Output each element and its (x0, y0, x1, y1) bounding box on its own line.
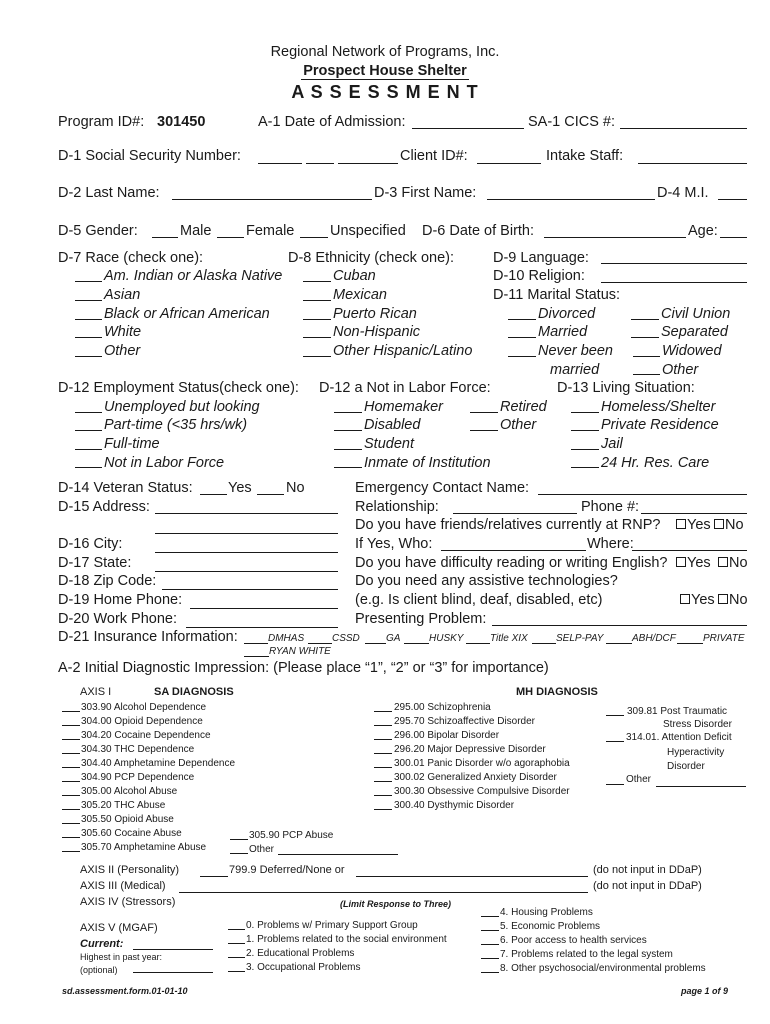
insurance-option: CSSD (332, 633, 360, 644)
sa-other-field[interactable] (278, 854, 398, 855)
axis-5-label: AXIS V (MGAF) (80, 922, 158, 934)
friends-no: No (725, 517, 744, 533)
living-option: Homeless/Shelter (601, 399, 716, 415)
labor-inmate-blank[interactable] (334, 467, 362, 468)
insurance-option: PRIVATE (703, 633, 745, 644)
race-option: Asian (104, 287, 141, 303)
sa-item: 303.90 Alcohol Dependence (81, 702, 207, 713)
race-blank-0[interactable] (75, 281, 102, 282)
where-field[interactable] (632, 550, 747, 551)
ethnicity-blank-0[interactable] (303, 281, 331, 282)
sa-diagnosis-heading: SA DIAGNOSIS (154, 686, 234, 698)
stressor-blank[interactable] (228, 957, 245, 958)
mh-blank[interactable] (374, 767, 392, 768)
stressor-item: 4. Housing Problems (500, 907, 593, 918)
assistive-question: Do you need any assistive technologies? (355, 573, 618, 589)
insurance-label: D-21 Insurance Information: (58, 629, 238, 645)
veteran-yes-blank[interactable] (200, 494, 227, 495)
stressor-blank[interactable] (228, 943, 245, 944)
client-id-field[interactable] (477, 163, 541, 164)
insurance-blank-abhdcf[interactable] (606, 643, 632, 644)
sa-item: 304.40 Amphetamine Dependence (81, 758, 236, 769)
sa-extra-blank[interactable] (230, 839, 248, 840)
mh-right-item: Hyperactivity (667, 747, 725, 758)
marital-divorced-blank[interactable] (508, 319, 536, 320)
employment-blank-1[interactable] (75, 430, 102, 431)
insurance-option: Title XIX (490, 633, 528, 644)
insurance-blank-private[interactable] (677, 643, 703, 644)
first-name-field[interactable] (487, 199, 655, 200)
intake-staff-field[interactable] (638, 163, 747, 164)
emergency-contact-label: Emergency Contact Name: (355, 480, 530, 496)
gender-male-blank[interactable] (152, 237, 178, 238)
page-title: A S S E S S M E N T (291, 82, 479, 102)
friends-question: Do you have friends/relatives currently at RNP? (355, 517, 661, 533)
insurance-blank-husky[interactable] (404, 643, 429, 644)
axis-2-ddap-note: (do not input in DDaP) (593, 864, 702, 876)
race-blank-4[interactable] (75, 356, 102, 357)
axis-4-label: AXIS IV (Stressors) (80, 896, 176, 908)
sa-blank[interactable] (62, 851, 80, 852)
gender-male: Male (180, 223, 212, 239)
marital-label: D-11 Marital Status: (493, 287, 621, 303)
sa-blank[interactable] (62, 795, 80, 796)
insurance-blank-ryanwhite[interactable] (244, 656, 269, 657)
mh-right-item: 314.01. Attention Deficit (626, 732, 732, 743)
marital-civil-blank[interactable] (631, 319, 659, 320)
marital-civil-union: Civil Union (661, 306, 731, 322)
admission-date-field[interactable] (412, 128, 524, 129)
where-label: Where: (587, 536, 634, 552)
axis-3-label: AXIS III (Medical) (80, 880, 166, 892)
sa-extra-item: 305.90 PCP Abuse (249, 830, 334, 841)
mh-adhd-blank[interactable] (606, 741, 624, 742)
labor-disabled-blank[interactable] (334, 430, 362, 431)
sa-blank[interactable] (62, 753, 80, 754)
highest-gaf-field[interactable] (133, 972, 213, 973)
ethnicity-option: Puerto Rican (333, 306, 417, 322)
veteran-no: No (286, 480, 305, 496)
sa-item: 305.70 Amphetamine Abuse (81, 842, 207, 853)
current-gaf-field[interactable] (133, 949, 213, 950)
race-blank-1[interactable] (75, 300, 102, 301)
insurance-option: SELP-PAY (556, 633, 604, 644)
gender-label: D-5 Gender: (58, 223, 138, 239)
address-field-1[interactable] (155, 513, 338, 514)
ethnicity-blank-2[interactable] (303, 319, 331, 320)
mh-blank[interactable] (374, 781, 392, 782)
mh-right-item: 309.81 Post Traumatic (627, 706, 728, 717)
insurance-option: ABH/DCF (632, 633, 676, 644)
ethnicity-option: Other Hispanic/Latino (333, 343, 473, 359)
state-field[interactable] (155, 571, 338, 572)
relationship-field[interactable] (453, 513, 577, 514)
labor-retired: Retired (500, 399, 547, 415)
employment-blank-3[interactable] (75, 467, 102, 468)
mh-other-blank[interactable] (606, 784, 624, 785)
stressor-item: 0. Problems w/ Primary Support Group (246, 920, 418, 931)
current-label: Current: (80, 938, 124, 950)
insurance-option: DMHAS (268, 633, 305, 644)
stressor-item: 7. Problems related to the legal system (500, 949, 673, 960)
sa-blank[interactable] (62, 725, 80, 726)
sa-blank[interactable] (62, 809, 80, 810)
mh-blank[interactable] (374, 739, 392, 740)
emergency-contact-field[interactable] (538, 494, 747, 495)
if-yes-who-field[interactable] (441, 550, 586, 551)
axis-2-label: AXIS II (Personality) (80, 864, 180, 876)
marital-married: Married (538, 324, 588, 340)
living-option: Jail (601, 436, 623, 452)
axis-1-label: AXIS I (80, 686, 112, 698)
mh-item: 295.00 Schizophrenia (394, 702, 491, 713)
insurance-option: HUSKY (429, 633, 464, 644)
org-name: Regional Network of Programs, Inc. (270, 44, 500, 60)
religion-field[interactable] (601, 282, 747, 283)
gender-unspecified: Unspecified (330, 223, 406, 239)
city-field[interactable] (155, 552, 338, 553)
labor-heading: D-12 a Not in Labor Force: (319, 380, 491, 396)
living-blank-2[interactable] (571, 449, 599, 450)
veteran-yes: Yes (228, 480, 252, 496)
page-number: page 1 of 9 (681, 986, 729, 996)
stressor-blank[interactable] (481, 958, 499, 959)
ethnicity-heading: D-8 Ethnicity (check one): (288, 250, 455, 266)
axis-3-field[interactable] (179, 892, 588, 893)
sa-item: 304.00 Opioid Dependence (81, 716, 203, 727)
assistive-yes: Yes (691, 592, 715, 608)
shelter-name-text: Prospect House Shelter (303, 63, 467, 79)
mh-blank[interactable] (374, 795, 392, 796)
presenting-problem-label: Presenting Problem: (355, 611, 487, 627)
gender-female-blank[interactable] (217, 237, 244, 238)
stressor-item: 3. Occupational Problems (246, 962, 361, 973)
gender-female: Female (246, 223, 295, 239)
assistive-no: No (729, 592, 748, 608)
labor-other: Other (500, 417, 537, 433)
employment-heading: D-12 Employment Status(check one): (58, 380, 299, 396)
reading-no: No (729, 555, 748, 571)
sa-blank[interactable] (62, 823, 80, 824)
race-option: Other (104, 343, 141, 359)
ethnicity-blank-1[interactable] (303, 300, 331, 301)
stressor-item: 1. Problems related to the social environment (246, 934, 447, 945)
living-blank-3[interactable] (571, 467, 599, 468)
admission-date-label: A-1 Date of Admission: (258, 114, 406, 130)
mh-blank[interactable] (374, 711, 392, 712)
address-field-2[interactable] (155, 533, 338, 534)
mh-blank[interactable] (374, 725, 392, 726)
employment-option: Not in Labor Force (104, 455, 225, 471)
reading-yes: Yes (687, 555, 711, 571)
sa-item: 304.20 Cocaine Dependence (81, 730, 211, 741)
veteran-no-blank[interactable] (257, 494, 284, 495)
highest-label: Highest in past year: (80, 952, 163, 962)
living-heading: D-13 Living Situation: (557, 380, 695, 396)
ethnicity-option: Mexican (333, 287, 387, 303)
mh-blank[interactable] (374, 809, 392, 810)
language-label: D-9 Language: (493, 250, 589, 266)
zip-label: D-18 Zip Code: (58, 573, 157, 589)
insurance-blank-ga[interactable] (365, 643, 386, 644)
relationship-label: Relationship: (355, 499, 439, 515)
mh-other-field[interactable] (656, 786, 746, 787)
veteran-label: D-14 Veteran Status: (58, 480, 193, 496)
race-option: Am. Indian or Alaska Native (104, 268, 283, 284)
assistive-yes-checkbox[interactable] (680, 594, 690, 604)
stressor-blank[interactable] (228, 929, 245, 930)
if-yes-who-label: If Yes, Who: (355, 536, 433, 552)
home-phone-label: D-19 Home Phone: (58, 592, 183, 608)
mh-item: 300.30 Obsessive Compulsive Disorder (394, 786, 570, 797)
ethnicity-blank-3[interactable] (303, 337, 331, 338)
ethnicity-option: Non-Hispanic (333, 324, 421, 340)
friends-yes: Yes (687, 517, 711, 533)
living-option: Private Residence (601, 417, 719, 433)
cics-label: SA-1 CICS #: (528, 114, 616, 130)
labor-student-blank[interactable] (334, 449, 362, 450)
ethnicity-option: Cuban (333, 268, 376, 284)
labor-retired-blank[interactable] (470, 412, 498, 413)
employment-blank-0[interactable] (75, 412, 102, 413)
client-id-label: Client ID#: (400, 148, 468, 164)
living-option: 24 Hr. Res. Care (601, 455, 710, 471)
reading-yes-checkbox[interactable] (676, 557, 686, 567)
stressor-blank[interactable] (481, 944, 499, 945)
presenting-problem-field[interactable] (492, 625, 747, 626)
marital-married-blank[interactable] (508, 337, 536, 338)
mh-right-item: Disorder (667, 761, 705, 772)
sa-extra-blank[interactable] (230, 853, 248, 854)
ethnicity-blank-4[interactable] (303, 356, 331, 357)
city-label: D-16 City: (58, 536, 123, 552)
insurance-option: GA (386, 633, 401, 644)
gender-unspecified-blank[interactable] (300, 237, 328, 238)
axis-2-blank[interactable] (200, 876, 228, 877)
sa-blank[interactable] (62, 739, 80, 740)
sa-item: 304.30 THC Dependence (81, 744, 195, 755)
sa-item: 304.90 PCP Dependence (81, 772, 195, 783)
form-number: sd.assessment.form.01-01-10 (62, 986, 188, 996)
assistive-example: (e.g. Is client blind, deaf, disabled, etc) (355, 592, 603, 608)
mh-diagnosis-heading: MH DIAGNOSIS (516, 686, 598, 698)
sa-blank[interactable] (62, 837, 80, 838)
mh-right-item: Stress Disorder (663, 719, 732, 730)
home-phone-field[interactable] (190, 608, 338, 609)
ssn-field-3[interactable] (338, 163, 398, 164)
labor-homemaker-blank[interactable] (334, 412, 362, 413)
work-phone-label: D-20 Work Phone: (58, 611, 178, 627)
ssn-label: D-1 Social Security Number: (58, 148, 241, 164)
sa-item: 305.20 THC Abuse (81, 800, 166, 811)
marital-other-blank[interactable] (633, 374, 660, 375)
labor-student: Student (364, 436, 414, 452)
mi-field[interactable] (718, 199, 747, 200)
insurance-option: RYAN WHITE (269, 646, 331, 657)
stressor-item: 5. Economic Problems (500, 921, 601, 932)
mh-blank[interactable] (374, 753, 392, 754)
phone-field[interactable] (641, 513, 747, 514)
mi-label: D-4 M.I. (657, 185, 709, 201)
first-name-label: D-3 First Name: (374, 185, 477, 201)
optional-label: (optional) (80, 965, 118, 975)
sa-extra-item: Other (249, 844, 275, 855)
ssn-field-2[interactable] (306, 163, 334, 164)
race-heading: D-7 Race (check one): (58, 250, 204, 266)
marital-separated: Separated (661, 324, 728, 340)
stressor-item: 2. Educational Problems (246, 948, 355, 959)
marital-widowed: Widowed (662, 343, 722, 359)
address-label: D-15 Address: (58, 499, 150, 515)
last-name-field[interactable] (172, 199, 372, 200)
stressor-blank[interactable] (481, 930, 499, 931)
marital-never-married: married (550, 362, 600, 378)
mh-right-item: Other (626, 774, 652, 785)
living-blank-0[interactable] (571, 412, 599, 413)
insurance-blank-cssd[interactable] (308, 643, 332, 644)
dob-label: D-6 Date of Birth: (422, 223, 535, 239)
marital-separated-blank[interactable] (631, 337, 659, 338)
marital-never-been: Never been (538, 343, 613, 359)
assistive-no-checkbox[interactable] (718, 594, 728, 604)
language-field[interactable] (601, 263, 747, 264)
mh-item: 300.02 Generalized Anxiety Disorder (394, 772, 557, 783)
marital-widowed-blank[interactable] (633, 356, 660, 357)
friends-no-checkbox[interactable] (714, 519, 724, 529)
shelter-name (0, 64, 770, 79)
last-name-label: D-2 Last Name: (58, 185, 160, 201)
state-label: D-17 State: (58, 555, 132, 571)
age-field[interactable] (720, 237, 747, 238)
mh-item: 295.70 Schizoaffective Disorder (394, 716, 536, 727)
ssn-field-1[interactable] (258, 163, 302, 164)
phone-label: Phone #: (581, 499, 640, 515)
race-option: White (104, 324, 142, 340)
mh-item: 296.00 Bipolar Disorder (394, 730, 500, 741)
dob-field[interactable] (544, 237, 686, 238)
axis-4-limit-note: (Limit Response to Three) (340, 899, 452, 909)
zip-field[interactable] (162, 589, 338, 590)
stressor-item: 8. Other psychosocial/environmental problems (500, 963, 706, 974)
friends-yes-checkbox[interactable] (676, 519, 686, 529)
mh-item: 300.01 Panic Disorder w/o agoraphobia (394, 758, 570, 769)
axis-2-field[interactable] (356, 876, 588, 877)
age-label: Age: (688, 223, 718, 239)
reading-question: Do you have difficulty reading or writing English? (355, 555, 668, 571)
sa-item: 305.50 Opioid Abuse (81, 814, 174, 825)
labor-inmate: Inmate of Institution (364, 455, 491, 471)
intake-staff-label: Intake Staff: (546, 148, 624, 164)
insurance-blank-titlexix[interactable] (466, 643, 490, 644)
sa-item: 305.00 Alcohol Abuse (81, 786, 178, 797)
sa-blank[interactable] (62, 711, 80, 712)
mh-item: 296.20 Major Depressive Disorder (394, 744, 546, 755)
labor-homemaker: Homemaker (364, 399, 443, 415)
insurance-blank-dmhas[interactable] (244, 643, 268, 644)
employment-option: Unemployed but looking (104, 399, 260, 415)
diagnostic-heading: A-2 Initial Diagnostic Impression: (Please place “1”, “2” or “3” for importance) (58, 660, 549, 676)
stressor-blank[interactable] (481, 916, 499, 917)
mh-ptsd-blank[interactable] (606, 715, 624, 716)
employment-blank-2[interactable] (75, 449, 102, 450)
religion-label: D-10 Religion: (493, 268, 585, 284)
marital-other: Other (662, 362, 699, 378)
cics-field[interactable] (620, 128, 747, 129)
stressor-blank[interactable] (228, 971, 245, 972)
race-blank-3[interactable] (75, 337, 102, 338)
sa-blank[interactable] (62, 781, 80, 782)
race-blank-2[interactable] (75, 319, 102, 320)
sa-blank[interactable] (62, 767, 80, 768)
sa-item: 305.60 Cocaine Abuse (81, 828, 182, 839)
reading-no-checkbox[interactable] (718, 557, 728, 567)
labor-other-blank[interactable] (470, 430, 498, 431)
stressor-item: 6. Poor access to health services (500, 935, 647, 946)
race-option: Black or African American (104, 306, 270, 322)
labor-disabled: Disabled (364, 417, 421, 433)
program-id-label: Program ID#: (58, 114, 145, 130)
employment-option: Full-time (104, 436, 160, 452)
axis-3-ddap-note: (do not input in DDaP) (593, 880, 702, 892)
work-phone-field[interactable] (186, 627, 338, 628)
employment-option: Part-time (<35 hrs/wk) (104, 417, 248, 433)
program-id-value: 301450 (157, 114, 206, 130)
insurance-blank-selppay[interactable] (532, 643, 556, 644)
marital-divorced: Divorced (538, 306, 596, 322)
marital-never-blank[interactable] (508, 356, 536, 357)
stressor-blank[interactable] (481, 972, 499, 973)
axis-2-code: 799.9 Deferred/None or (229, 864, 345, 876)
mh-item: 300.40 Dysthymic Disorder (394, 800, 515, 811)
living-blank-1[interactable] (571, 430, 599, 431)
